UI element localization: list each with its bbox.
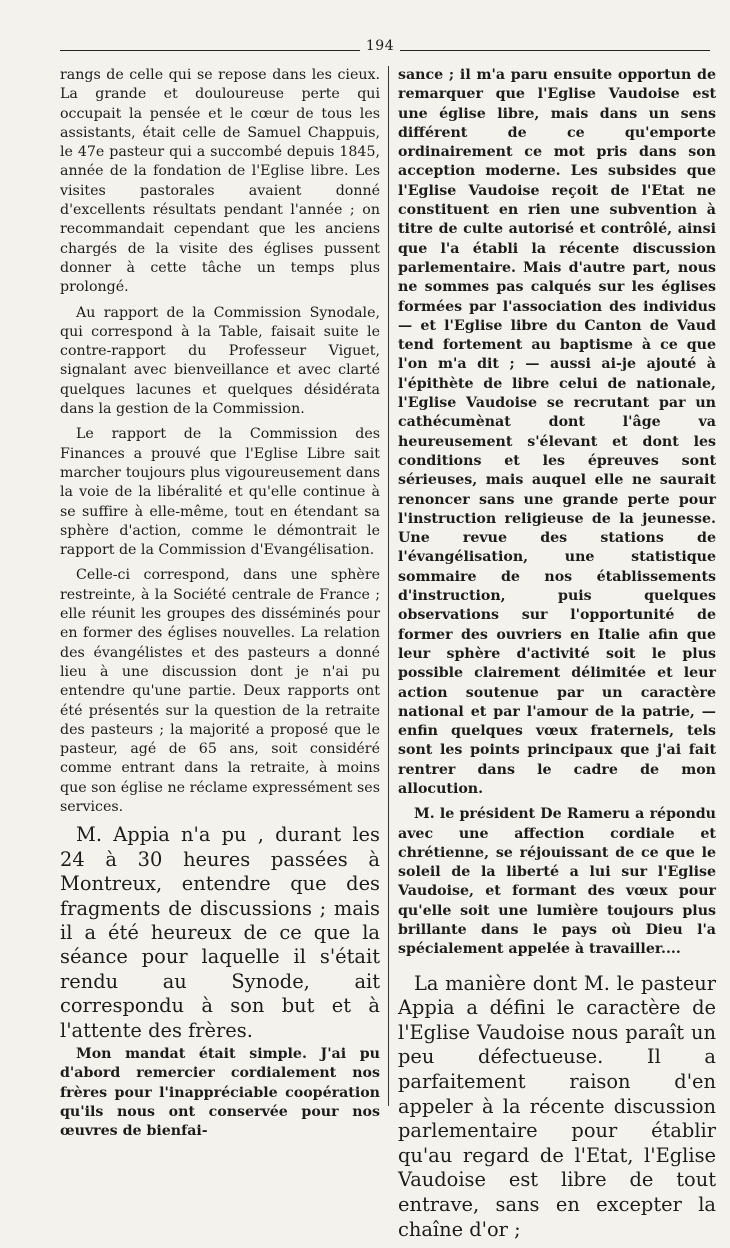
paragraph: rangs de celle qui se repose dans les cieux. La grande et douloureuse perte qui occupait la pensée et le cœur de tous les assistants, était celle de Samuel Chappuis, le 47e pasteur qui a succombé depuis 1845, année de la fondation de l'Eglise libre. Les visites pastorales avaient donné d'excellents résultats pendant l'année ; on recommandait cependant que les anciens chargés de la visite des églises pussent donner à cette tâche un temps plus prolongé. <box>60 67 380 296</box>
paragraph-large: M. Appia n'a pu , durant les 24 à 30 heures passées à Montreux, entendre que des fragments de discussions ; mais il a été heureux de ce que la séance pour laquelle il s'était rendu au Synode, ait correspondu à son but et à l'attente des frères. <box>60 823 380 1042</box>
paragraph: Celle-ci correspond, dans une sphère restreinte, à la Société centrale de France ; elle réunit les groupes des disséminés pour en former des églises nouvelles. La relation des évangélistes et des pasteurs a donné lieu à une discussion dont je n'ai pu entendre qu'une partie. Deux rapports ont été présentés sur la question de la retraite des pasteurs ; la majorité a proposé que le pasteur, agé de 65 ans, soit considéré comme entrant dans la retraite, à moins que son église ne réclame expressément ses services. <box>60 567 380 815</box>
paragraph-large: La manière dont M. le pasteur Appia a défini le caractère de l'Eglise Vaudoise nous paraît un peu défectueuse. Il a parfaitement raison d'en appeler à la récente discussion parlementaire pour établir qu'au regard de l'Etat, l'Eglise Vaudoise est libre de tout entrave, sans en excepter la chaîne d'or ; <box>398 971 716 1241</box>
header-rule-right <box>400 50 710 51</box>
left-column <box>60 66 380 1147</box>
quoted-paragraph: M. le président De Rameru a répondu avec une affection cordiale et chrétienne, se réjouissant de ce que le soleil de la liberté a lui sur l'Eglise Vaudoise, et formant des vœux pour qu'elle soit une lumière toujours plus brillante dans le pays où Dieu l'a spécialement appelée à travailler.... <box>398 806 716 958</box>
right-column <box>398 66 716 1248</box>
header-rule-left <box>60 50 360 51</box>
quoted-paragraph: Mon mandat était simple. J'ai pu d'abord remercier cordialement nos frères pour l'inappréciable coopération qu'ils nous ont conservée pour nos œuvres de bienfai- <box>60 1045 380 1140</box>
quoted-paragraph: sance ; il m'a paru ensuite opportun de remarquer que l'Eglise Vaudoise est une église libre, mais dans un sens différent de ce qu'emporte ordinairement ce mot pris dans son acception moderne. Les subsides que l'Eglise Vaudoise reçoit de l'Etat ne constituent en rien une subvention à titre de culte autorisé et contrôlé, ainsi que l'a établi la récente discussion parlementaire. Mais d'autre part, nous ne sommes pas calqués sur les églises formées par l'association des individus — et l'Eglise libre du Canton de Vaud tend fortement au baptisme à ce que l'on m'a dit ; — aussi ai-je ajouté à l'épithète de libre celui de nationale, l'Eglise Vaudoise se recrutant par un cathécumènat dont l'âge va heureusement s'élevant et dont les conditions et les épreuves sont sérieuses, mais auquel elle ne saurait renoncer sans une grande perte pour l'instruction religieuse de la jeunesse. Une revue des stations de l'évangélisation, une statistique sommaire de nos établissements d'instruction, puis quelques observations sur l'opportunité de former des ouvriers en Italie afin que leur sphère d'activité soit le plus possible clairement délimitée et leur action soutenue par un caractère national et par l'amour de la patrie, — enfin quelques vœux fraternels, tels sont les points principaux que j'ai fait rentrer dans le cadre de mon allocution. <box>398 67 716 797</box>
column-divider <box>388 66 389 1106</box>
page-number: 194 <box>365 38 395 54</box>
paragraph: Au rapport de la Commission Synodale, qui correspond à la Table, faisait suite le contre-rapport du Professeur Viguet, signalant avec bienveillance et avec clarté quelques lacunes et quelques désidérata dans la gestion de la Commission. <box>60 304 380 418</box>
paragraph: Le rapport de la Commission des Finances a prouvé que l'Eglise Libre sait marcher toujours plus vigoureusement dans la voie de la libéralité et qu'elle continue à se suffire à elle-même, tout en étendant sa sphère d'action, comme le démontrait le rapport de la Commission d'Evangélisation. <box>60 426 380 559</box>
